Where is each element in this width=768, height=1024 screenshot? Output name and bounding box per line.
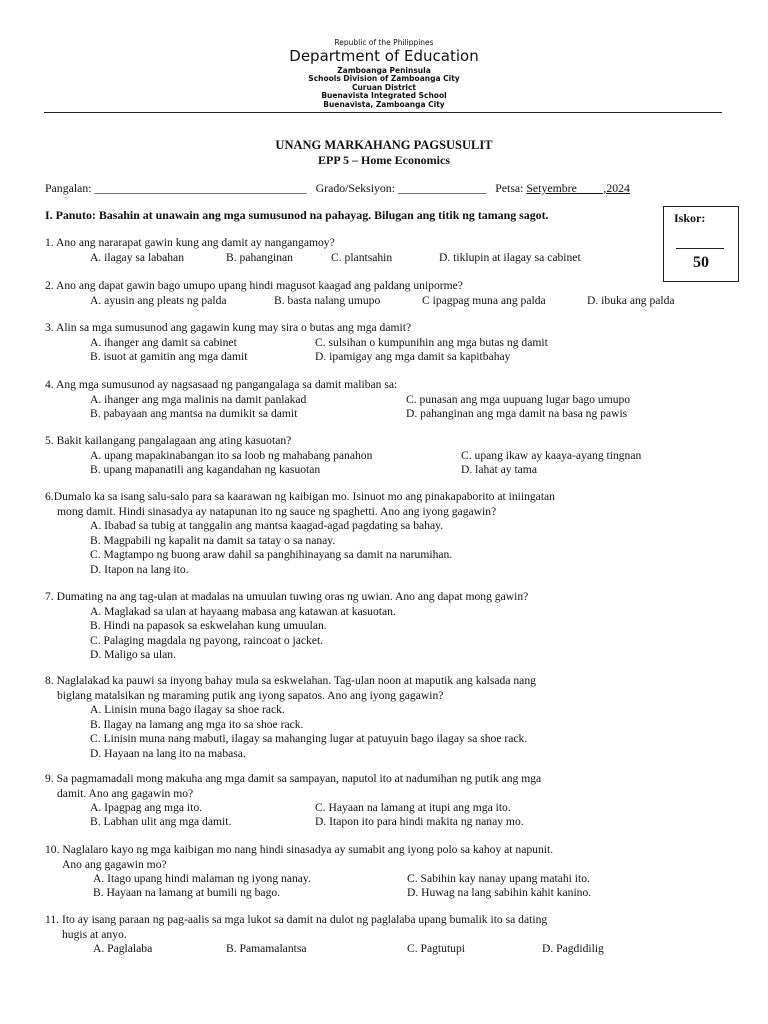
student-info-line xyxy=(45,181,725,196)
district-line: Curuan District xyxy=(351,82,417,92)
question-stem: 3. Alin sa mga sumusunod ang gagawin kung may sira o butas ang mga damit? xyxy=(45,321,412,334)
choice-b[interactable]: B. isuot at gamitin ang mga damit xyxy=(90,349,248,363)
choice-c[interactable]: C. Linisin muna nang mabuti, ilagay sa mahanging lugar at patuyuin bago ilagay sa shoe rack. xyxy=(90,732,528,745)
exam-title: UNANG MARKAHANG PAGSUSULIT xyxy=(275,138,493,152)
question-stem-cont: Ano ang gagawin mo? xyxy=(62,857,167,871)
choice-d[interactable]: D. Itapon ito para hindi makita ng nanay mo. xyxy=(315,815,524,829)
choice-d[interactable]: D. ipamigay ang mga damit sa kapitbahay xyxy=(315,349,511,363)
score-box xyxy=(663,206,739,282)
choice-d[interactable]: D. tiklupin at ilagay sa cabinet xyxy=(439,250,581,264)
instructions: I. Panuto: Basahin at unawain ang mga sumusunod na pahayag. Bilugan ang titik ng tamang sagot. xyxy=(45,208,549,222)
division-line: Schools Division of Zamboanga City xyxy=(308,74,460,84)
choice-c[interactable]: C. Palaging magdala ng payong, raincoat o jacket. xyxy=(90,633,324,647)
score-total: 50 xyxy=(693,254,709,271)
choice-b[interactable]: B. pahanginan xyxy=(226,250,293,264)
choice-a[interactable]: A. ihanger ang mga malinis na damit panlakad xyxy=(90,392,307,406)
question-7 xyxy=(45,590,665,663)
choice-d[interactable]: D. Huwag na lang sabihin kahit kanino. xyxy=(407,886,592,900)
choice-row xyxy=(45,449,665,463)
question-8 xyxy=(45,674,665,761)
choice-a[interactable]: A. Maglakad sa ulan at hayaang mabasa ang katawan at kasuotan. xyxy=(90,604,396,618)
date-label: Petsa: xyxy=(486,181,527,195)
choice-b[interactable]: B. Pamamalantsa xyxy=(226,942,307,955)
choice-b[interactable]: B. pabayaan ang mantsa na dumikit sa damit xyxy=(90,406,298,420)
choice-b[interactable]: B. upang mapanatili ang kagandahan ng kasuotan xyxy=(90,462,321,476)
choice-a[interactable]: A. Ipagpag ang mga ito. xyxy=(90,801,203,814)
choice-d[interactable]: D. pahanginan ang mga damit na basa ng pawis xyxy=(406,406,628,420)
question-stem-cont: damit. Ano ang gagawin mo? xyxy=(57,786,194,800)
question-stem: 10. Naglalaro kayo ng mga kaibigan mo nang hindi sinasadya ay sumabit ang iyong polo sa kahoy at napunit. xyxy=(45,843,554,856)
question-stem: 5. Bakit kailangang pangalagaan ang ating kasuotan? xyxy=(45,434,292,447)
choice-row xyxy=(45,942,665,956)
score-blank[interactable] xyxy=(676,248,724,249)
choice-row xyxy=(45,801,665,815)
department-name: Department of Education xyxy=(289,47,479,65)
choice-b[interactable]: B. basta nalang umupo xyxy=(274,293,381,307)
choice-a[interactable]: A. Linisin muna bago ilagay sa shoe rack. xyxy=(90,703,285,716)
choice-row xyxy=(45,293,675,308)
choice-c[interactable]: C. punasan ang mga uupuang lugar bago umupo xyxy=(406,392,631,406)
question-9 xyxy=(45,772,665,829)
choice-d[interactable]: D. lahat ay tama xyxy=(461,462,537,476)
address-line: Buenavista, Zamboanga City xyxy=(323,99,445,109)
choice-c[interactable]: C. sulsihan o kumpunihin ang mga butas ng damit xyxy=(315,335,548,349)
choice-d[interactable]: D. Pagdidilig xyxy=(542,942,604,955)
question-stem: 4. Ang mga sumusunod ay nagsasaad ng pangangalaga sa damit maliban sa: xyxy=(45,378,398,391)
choice-a[interactable]: A. Ibabad sa tubig at tanggalin ang mantsa kaagad-agad pagdating sa bahay. xyxy=(90,519,444,532)
choice-c[interactable]: C. Magtampo ng buong araw dahil sa panghihinayang sa damit na narumihan. xyxy=(90,548,453,561)
choice-d[interactable]: D. Maligo sa ulan. xyxy=(90,648,176,661)
score-label: Iskor: xyxy=(674,211,706,225)
header-divider xyxy=(44,112,722,113)
choice-c[interactable]: C. Sabihin kay nanay upang matahi ito. xyxy=(407,872,590,885)
choice-row xyxy=(45,886,665,900)
choice-b[interactable]: B. Hayaan na lamang at bumili ng bago. xyxy=(93,886,281,900)
choice-d[interactable]: D. Itapon na lang ito. xyxy=(90,562,189,576)
school-info xyxy=(0,67,768,109)
choice-row xyxy=(45,872,665,886)
school-line: Buenavista Integrated School xyxy=(321,91,447,101)
choice-a[interactable]: A. ihanger ang damit sa cabinet xyxy=(90,335,237,349)
choice-row xyxy=(45,350,665,364)
exam-subject: EPP 5 – Home Economics xyxy=(318,153,450,167)
question-4 xyxy=(45,378,665,421)
choice-c[interactable]: C. Hayaan na lamang at itupi ang mga ito. xyxy=(315,801,511,814)
question-stem: 2. Ano ang dapat gawin bago umupo upang hindi magusot kaagad ang paldang uniporme? xyxy=(45,279,463,292)
choice-a[interactable]: A. Paglalaba xyxy=(93,942,153,955)
choice-a[interactable]: A. upang mapakinabangan ito sa loob ng mahabang panahon xyxy=(90,448,373,462)
choice-c[interactable]: C ipagpag muna ang palda xyxy=(422,293,546,307)
question-stem: 6.Dumalo ka sa isang salu-salo para sa kaarawan ng kaibigan mo. Isinuot mo ang pinakapaborito at iniingatan xyxy=(45,490,555,503)
question-5 xyxy=(45,434,665,477)
choice-a[interactable]: A. ayusin ang pleats ng palda xyxy=(90,293,227,307)
date-value[interactable]: Setyembre ____,2024 xyxy=(526,181,630,195)
region-line: Zamboanga Peninsula xyxy=(337,66,431,75)
choice-row xyxy=(45,815,665,829)
choice-row xyxy=(45,393,665,407)
question-stem: 11. Ito ay isang paraan ng pag-aalis sa mga lukot sa damit na dulot ng paglalaba upang bumalik ito sa dating xyxy=(45,913,548,926)
choice-row xyxy=(45,463,665,477)
choice-a[interactable]: A. ilagay sa labahan xyxy=(90,250,185,264)
question-2 xyxy=(45,279,675,308)
choice-b[interactable]: B. Ilagay na lamang ang mga ito sa shoe rack. xyxy=(90,717,304,731)
choice-b[interactable]: B. Hindi na papasok sa eskwelahan kung umuulan. xyxy=(90,619,327,632)
question-stem-cont: biglang matalsikan ng maraming putik ang iyong sapatos. Ano ang iyong gagawin? xyxy=(57,688,444,702)
choice-c[interactable]: C. plantsahin xyxy=(331,250,393,264)
choice-c[interactable]: C. upang ikaw ay kaaya-ayang tingnan xyxy=(461,448,642,462)
choice-b[interactable]: B. Labhan ulit ang mga damit. xyxy=(90,815,232,829)
question-stem: 7. Dumating na ang tag-ulan at madalas na umuulan tuwing oras ng uwian. Ano ang dapat mong gawin? xyxy=(45,590,529,603)
question-6 xyxy=(45,490,665,577)
question-11 xyxy=(45,913,665,956)
question-stem-cont: hugis at anyo. xyxy=(62,927,127,941)
choice-a[interactable]: A. Itago upang hindi malaman ng iyong nanay. xyxy=(93,872,311,885)
grade-label: Grado/Seksiyon: xyxy=(306,181,398,195)
question-stem-cont: mong damit. Hindi sinasadya ay natapunan ito ng sauce ng spaghetti. Ano ang iyong gagawin? xyxy=(57,504,497,518)
grade-blank[interactable]: _______________ xyxy=(397,181,487,195)
choice-d[interactable]: D. Hayaan na lang ito na mabasa. xyxy=(90,746,246,760)
question-stem: 8. Naglalakad ka pauwi sa inyong bahay mula sa eskwelahan. Tag-ulan noon at maputik ang kalsada nang xyxy=(45,674,536,687)
question-1 xyxy=(45,236,665,265)
choice-row xyxy=(45,336,665,350)
question-stem: 1. Ano ang nararapat gawin kung ang damit ay nangangamoy? xyxy=(45,236,335,249)
name-blank[interactable]: ____________________________________ xyxy=(94,181,307,195)
question-10 xyxy=(45,843,665,900)
choice-b[interactable]: B. Magpabili ng kapalit na damit sa tatay o sa nanay. xyxy=(90,533,336,547)
choice-row xyxy=(45,407,665,421)
choice-row xyxy=(45,251,665,265)
name-label: Pangalan: xyxy=(45,181,95,195)
question-stem: 9. Sa pagmamadali mong makuha ang mga damit sa sampayan, naputol ito at nadumihan ng putik ang mga xyxy=(45,772,542,785)
choice-d[interactable]: D. ibuka ang palda xyxy=(587,293,675,307)
choice-c[interactable]: C. Pagtutupi xyxy=(407,942,465,955)
question-3 xyxy=(45,321,665,364)
republic-label: Republic of the Philippines xyxy=(334,38,434,47)
